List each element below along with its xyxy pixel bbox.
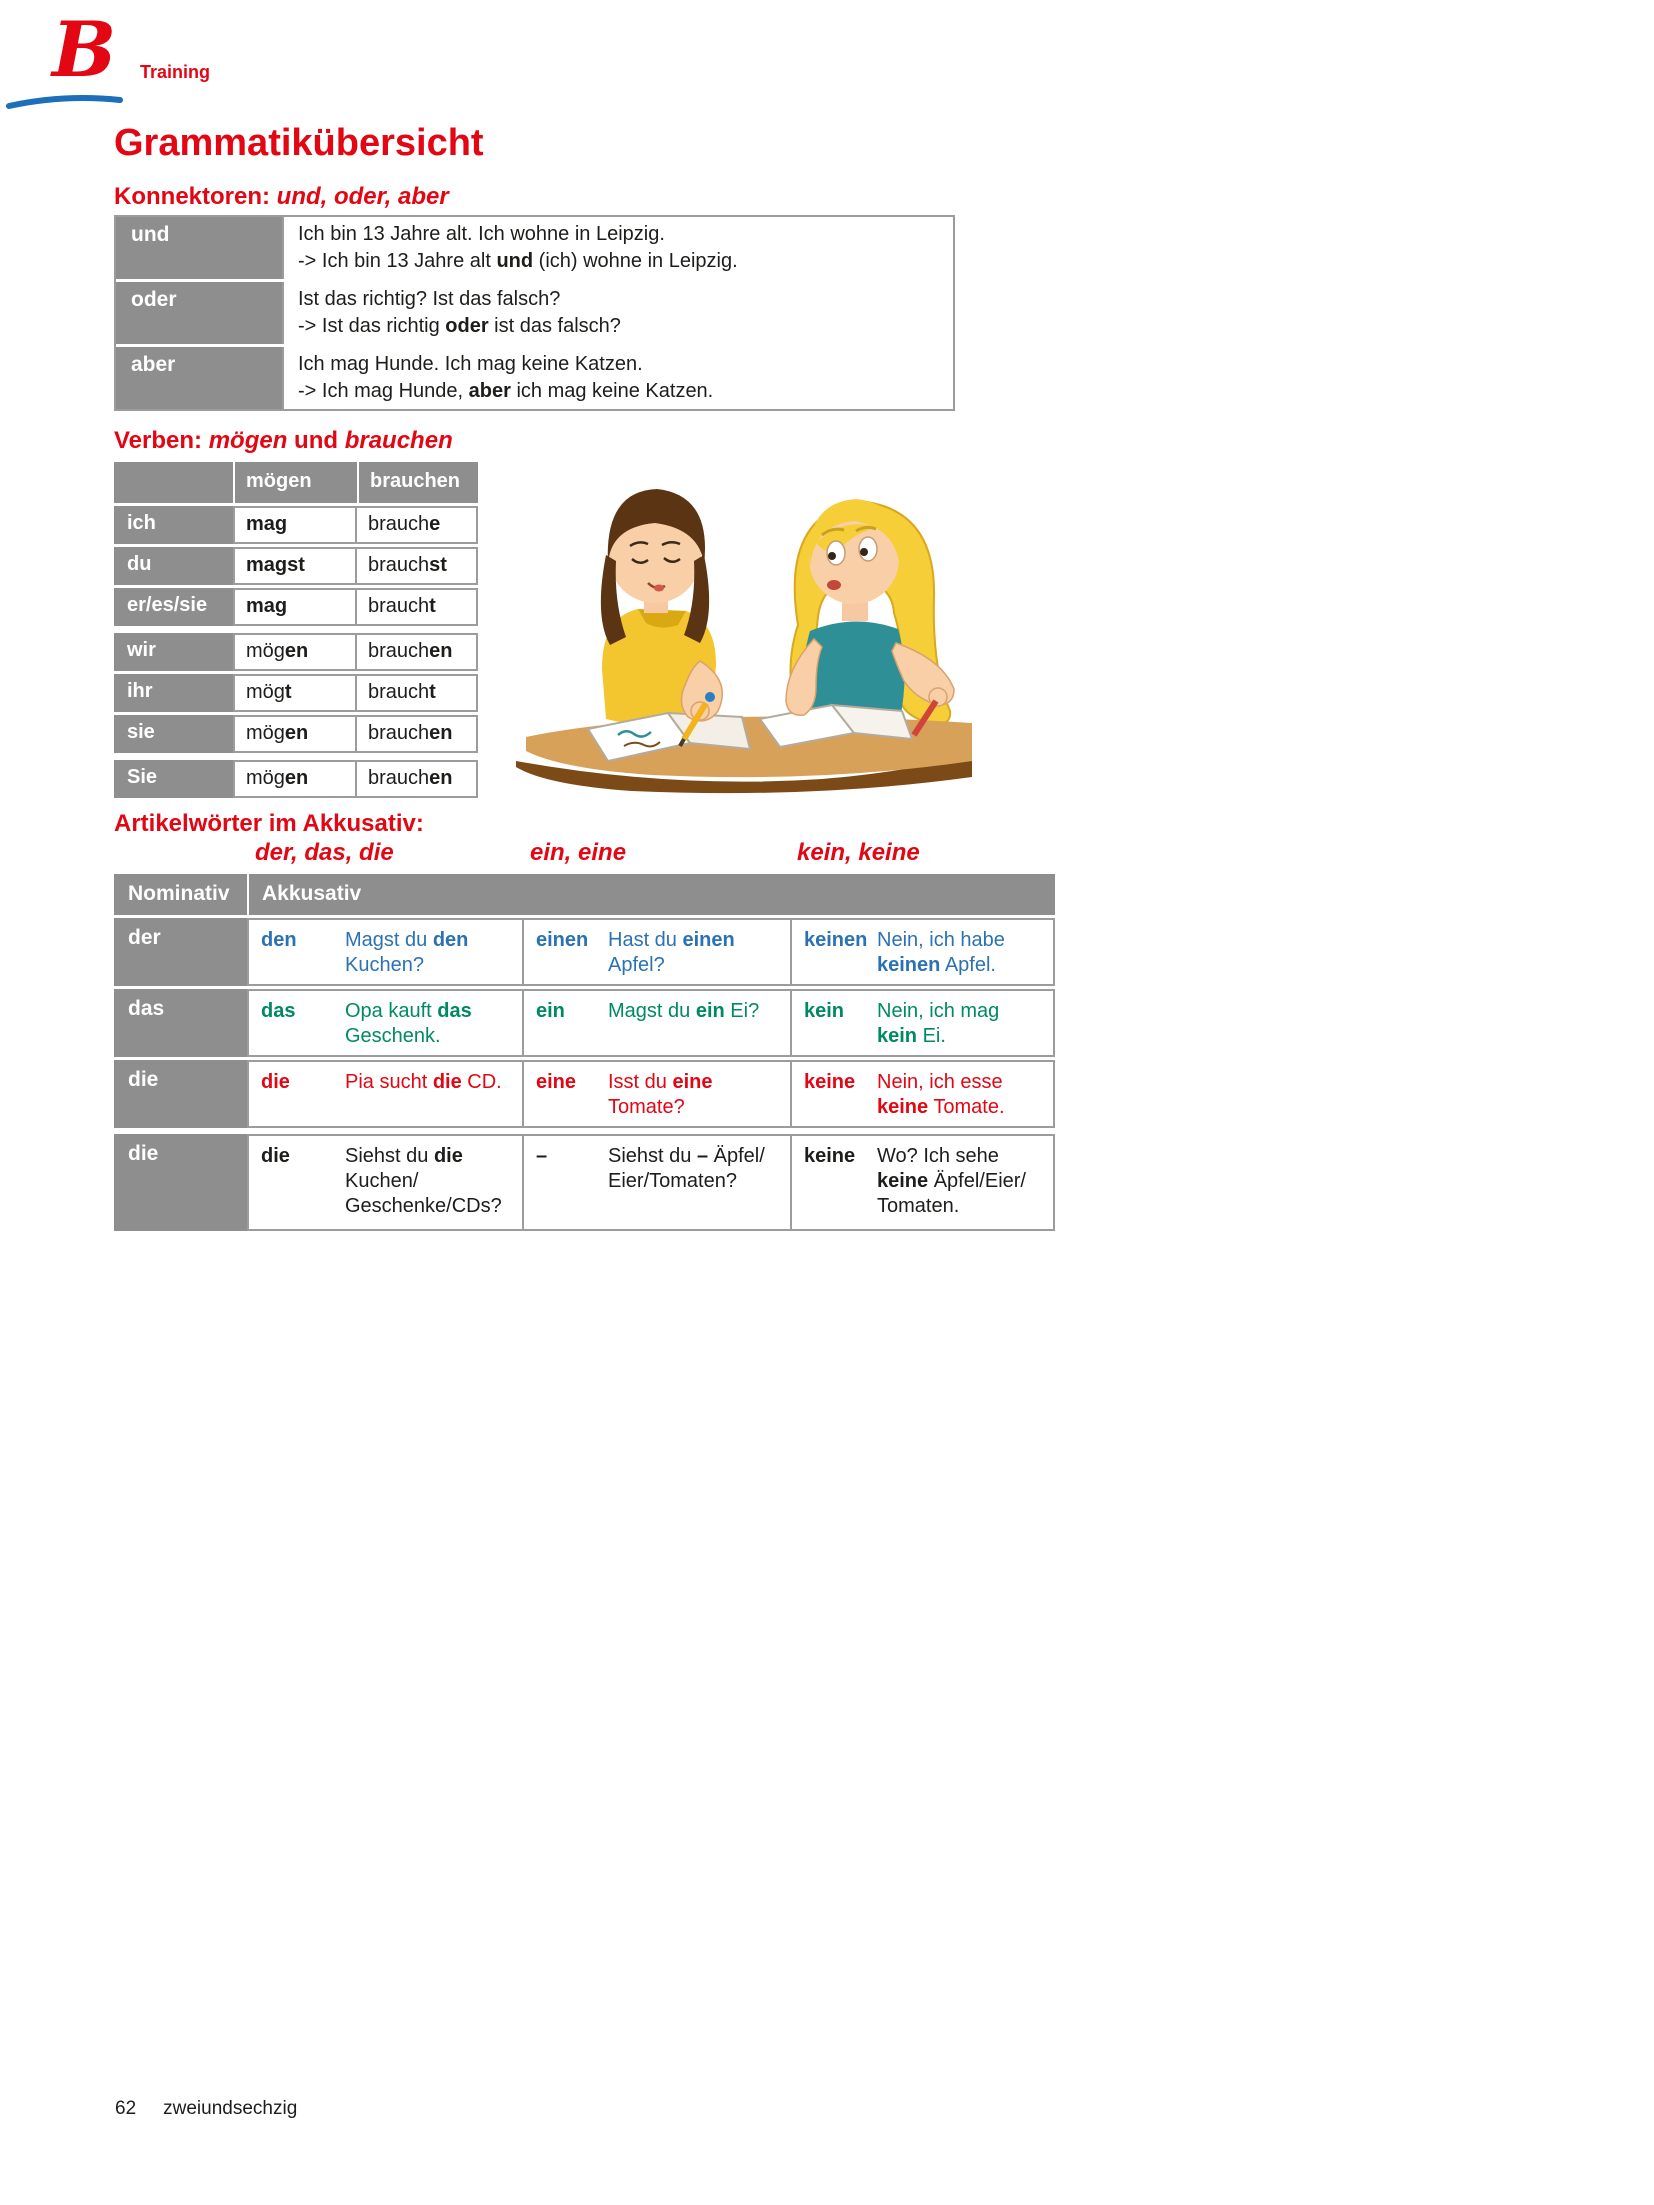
verben-heading-verb2: brauchen xyxy=(344,427,453,454)
akkusativ-cell xyxy=(792,1134,1055,1231)
moegen-form xyxy=(233,674,357,712)
text-segment: Ich bin 13 Jahre alt. Ich wohne in Leipzig. xyxy=(298,223,665,245)
example-sentence xyxy=(608,1062,790,1126)
example-sentence xyxy=(345,991,522,1055)
text-segment: CD. xyxy=(461,1071,502,1093)
article: die xyxy=(261,1145,290,1167)
brauchen-form xyxy=(357,633,478,671)
text-segment: keine xyxy=(877,1096,929,1118)
text-segment: brauch xyxy=(368,767,430,789)
konnektor-row xyxy=(116,217,953,279)
text-segment: eine xyxy=(672,1071,713,1093)
konnektor-row xyxy=(116,347,953,409)
text-segment: Äpfel/Eier/ xyxy=(928,1170,1026,1192)
konnektor-examples xyxy=(282,282,953,344)
example-sentence xyxy=(608,920,790,984)
text-segment: Magst du xyxy=(345,929,433,951)
article: keine xyxy=(804,1145,856,1167)
nominativ-header: Nominativ xyxy=(114,874,247,915)
text-segment: en xyxy=(284,722,309,744)
akkusativ-cell xyxy=(247,918,524,986)
text-segment: oder xyxy=(445,315,489,337)
text-segment: e xyxy=(429,513,441,535)
verben-row xyxy=(114,715,478,753)
text-segment: t xyxy=(429,681,436,703)
article: ein xyxy=(536,1000,565,1022)
text-segment: Geschenk. xyxy=(345,1025,441,1047)
example-combined xyxy=(298,248,939,275)
text-segment: und xyxy=(496,250,534,272)
akkusativ-cell xyxy=(247,1134,524,1231)
article: keinen xyxy=(804,929,868,951)
text-segment: den xyxy=(432,929,469,951)
text-segment: Nein, ich esse xyxy=(877,1071,1003,1093)
moegen-form xyxy=(233,715,357,753)
text-segment: mög xyxy=(246,640,285,662)
nominativ-label: das xyxy=(114,989,247,1057)
akkusativ-cell xyxy=(247,1060,524,1128)
text-segment: die xyxy=(433,1145,463,1167)
text-segment: mag xyxy=(246,513,288,535)
text-segment: en xyxy=(429,640,453,662)
akkusativ-header-row xyxy=(114,874,1055,915)
text-segment: magst xyxy=(246,554,305,576)
text-segment: – xyxy=(696,1145,709,1167)
example-combined xyxy=(298,313,939,340)
text-segment: Magst du xyxy=(608,1000,696,1022)
text-segment: Siehst du xyxy=(608,1145,697,1167)
text-segment: en xyxy=(284,640,309,662)
text-segment: Tomate? xyxy=(608,1096,685,1118)
verben-row xyxy=(114,588,478,626)
akkusativ-cell xyxy=(792,918,1055,986)
konnektor-label: und xyxy=(116,217,282,279)
brand-logo-letter: B xyxy=(52,5,117,94)
text-segment: Isst du xyxy=(608,1071,673,1093)
text-segment: mög xyxy=(246,681,285,703)
example-sentence xyxy=(345,1062,522,1126)
example-original xyxy=(298,351,939,378)
verben-row xyxy=(114,633,478,671)
nominativ-label: der xyxy=(114,918,247,986)
article: das xyxy=(261,1000,296,1022)
example-sentence xyxy=(608,991,790,1055)
pronoun-label: er/es/sie xyxy=(114,588,233,626)
students-illustration xyxy=(502,455,982,805)
konnektor-examples xyxy=(282,347,953,409)
text-segment: keine xyxy=(877,1170,929,1192)
example-original xyxy=(298,221,939,248)
verben-row xyxy=(114,760,478,798)
verben-header-empty xyxy=(114,462,233,503)
text-segment: brauch xyxy=(368,722,430,744)
subheading-kein-keine: kein, keine xyxy=(797,839,920,866)
text-segment: Pia sucht xyxy=(345,1071,433,1093)
akkusativ-cell xyxy=(524,918,792,986)
akkusativ-table xyxy=(114,874,1055,1234)
akkusativ-row xyxy=(114,918,1055,986)
text-segment: einen xyxy=(682,929,735,951)
text-segment: kein xyxy=(877,1025,918,1047)
text-segment: das xyxy=(437,1000,472,1022)
text-segment: Äpfel/ xyxy=(708,1145,765,1167)
example-sentence xyxy=(877,1136,1053,1229)
pronoun-label: Sie xyxy=(114,760,233,798)
text-segment: -> Ich bin 13 Jahre alt xyxy=(298,250,497,272)
text-segment: Ist das richtig? Ist das falsch? xyxy=(298,288,561,310)
text-segment: brauch xyxy=(368,554,430,576)
akkusativ-cell xyxy=(247,989,524,1057)
akkusativ-cell xyxy=(792,989,1055,1057)
konnektor-label: oder xyxy=(116,282,282,344)
brauchen-form xyxy=(357,760,478,798)
verben-header-moegen: mögen xyxy=(235,462,357,503)
article: – xyxy=(536,1145,548,1167)
text-segment: Kuchen/ xyxy=(345,1170,419,1192)
text-segment: -> Ist das richtig xyxy=(298,315,446,337)
moegen-form xyxy=(233,506,357,544)
konnektor-label: aber xyxy=(116,347,282,409)
page-footer xyxy=(115,2098,297,2120)
text-segment: Nein, ich habe xyxy=(877,929,1005,951)
text-segment: Siehst du xyxy=(345,1145,434,1167)
article: eine xyxy=(536,1071,577,1093)
akkusativ-cell xyxy=(524,1134,792,1231)
verben-heading-verb1: mögen xyxy=(208,427,288,454)
text-segment: Hast du xyxy=(608,929,683,951)
verben-header-row xyxy=(114,462,478,503)
article: einen xyxy=(536,929,589,951)
verben-heading xyxy=(114,427,453,455)
text-segment: en xyxy=(284,767,309,789)
verben-row xyxy=(114,547,478,585)
text-segment: Ei. xyxy=(917,1025,946,1047)
moegen-form xyxy=(233,633,357,671)
text-segment: en xyxy=(429,722,453,744)
konnektor-examples xyxy=(282,217,953,279)
text-segment: Tomate. xyxy=(928,1096,1005,1118)
akkusativ-row xyxy=(114,1134,1055,1231)
article: die xyxy=(261,1071,290,1093)
verben-heading-label: Verben: xyxy=(114,427,209,454)
nominativ-label: die xyxy=(114,1060,247,1128)
example-sentence xyxy=(877,991,1053,1055)
text-segment: brauch xyxy=(368,681,430,703)
text-segment: Kuchen? xyxy=(345,954,424,976)
verben-row xyxy=(114,506,478,544)
text-segment: brauch xyxy=(368,595,430,617)
brauchen-form xyxy=(357,506,478,544)
moegen-form xyxy=(233,760,357,798)
pronoun-label: wir xyxy=(114,633,233,671)
training-label: Training xyxy=(140,62,211,82)
text-segment: Eier/Tomaten? xyxy=(608,1170,737,1192)
akkusativ-cell xyxy=(524,989,792,1057)
article: keine xyxy=(804,1071,856,1093)
example-sentence xyxy=(877,1062,1053,1126)
moegen-form xyxy=(233,588,357,626)
text-segment: st xyxy=(429,554,447,576)
verben-row xyxy=(114,674,478,712)
pronoun-label: du xyxy=(114,547,233,585)
konnektoren-heading-words: und, oder, aber xyxy=(276,183,449,210)
text-segment: (ich) wohne in Leipzig. xyxy=(533,250,738,272)
text-segment: Opa kauft xyxy=(345,1000,438,1022)
article: kein xyxy=(804,1000,845,1022)
konnektoren-heading xyxy=(114,183,449,211)
example-sentence xyxy=(608,1136,790,1229)
text-segment: t xyxy=(429,595,436,617)
example-sentence xyxy=(345,1136,522,1229)
text-segment: Ich mag Hunde. Ich mag keine Katzen. xyxy=(298,353,643,375)
text-segment: brauch xyxy=(368,513,430,535)
nominativ-label: die xyxy=(114,1134,247,1231)
brauchen-form xyxy=(357,674,478,712)
brauchen-form xyxy=(357,588,478,626)
text-segment: Ei? xyxy=(724,1000,760,1022)
akkusativ-cell xyxy=(524,1060,792,1128)
moegen-form xyxy=(233,547,357,585)
page-number: 62 xyxy=(115,2098,137,2119)
akkusativ-header: Akkusativ xyxy=(249,874,1055,915)
text-segment: brauch xyxy=(368,640,430,662)
akkusativ-cell xyxy=(792,1060,1055,1128)
text-segment: mög xyxy=(246,722,285,744)
example-original xyxy=(298,286,939,313)
pronoun-label: sie xyxy=(114,715,233,753)
brauchen-form xyxy=(357,715,478,753)
akkusativ-row xyxy=(114,989,1055,1057)
text-segment: Apfel. xyxy=(940,954,996,976)
subheading-ein-eine: ein, eine xyxy=(530,839,627,866)
example-sentence xyxy=(345,920,522,984)
akkusativ-row xyxy=(114,1060,1055,1128)
example-sentence xyxy=(877,920,1053,984)
page-number-word: zweiundsechzig xyxy=(163,2098,298,2119)
example-combined xyxy=(298,378,939,405)
text-segment: ein xyxy=(695,1000,725,1022)
verben-header-brauchen: brauchen xyxy=(359,462,478,503)
article: den xyxy=(261,929,297,951)
text-segment: ist das falsch? xyxy=(488,315,621,337)
konnektoren-table xyxy=(114,215,955,411)
text-segment: mög xyxy=(246,767,285,789)
brauchen-form xyxy=(357,547,478,585)
page-title: Grammatikübersicht xyxy=(114,122,484,164)
text-segment: Geschenke/CDs? xyxy=(345,1195,502,1217)
akkusativ-heading: Artikelwörter im Akkusativ: xyxy=(114,810,424,837)
text-segment: Wo? Ich sehe xyxy=(877,1145,999,1167)
verben-heading-connector: und xyxy=(287,427,345,454)
subheading-der-das-die: der, das, die xyxy=(255,839,394,866)
text-segment: die xyxy=(432,1071,462,1093)
text-segment: mag xyxy=(246,595,288,617)
verben-table xyxy=(114,462,478,801)
text-segment: keinen xyxy=(877,954,941,976)
text-segment: en xyxy=(429,767,453,789)
text-segment: t xyxy=(284,681,292,703)
konnektor-row xyxy=(116,282,953,344)
text-segment: aber xyxy=(468,380,511,402)
logo-swoosh-icon xyxy=(6,93,124,110)
konnektoren-heading-label: Konnektoren: xyxy=(114,183,277,210)
pronoun-label: ich xyxy=(114,506,233,544)
text-segment: ich mag keine Katzen. xyxy=(510,380,714,402)
text-segment: -> Ich mag Hunde, xyxy=(298,380,469,402)
text-segment: Tomaten. xyxy=(877,1195,960,1217)
text-segment: Nein, ich mag xyxy=(877,1000,1000,1022)
pronoun-label: ihr xyxy=(114,674,233,712)
text-segment: Apfel? xyxy=(608,954,665,976)
